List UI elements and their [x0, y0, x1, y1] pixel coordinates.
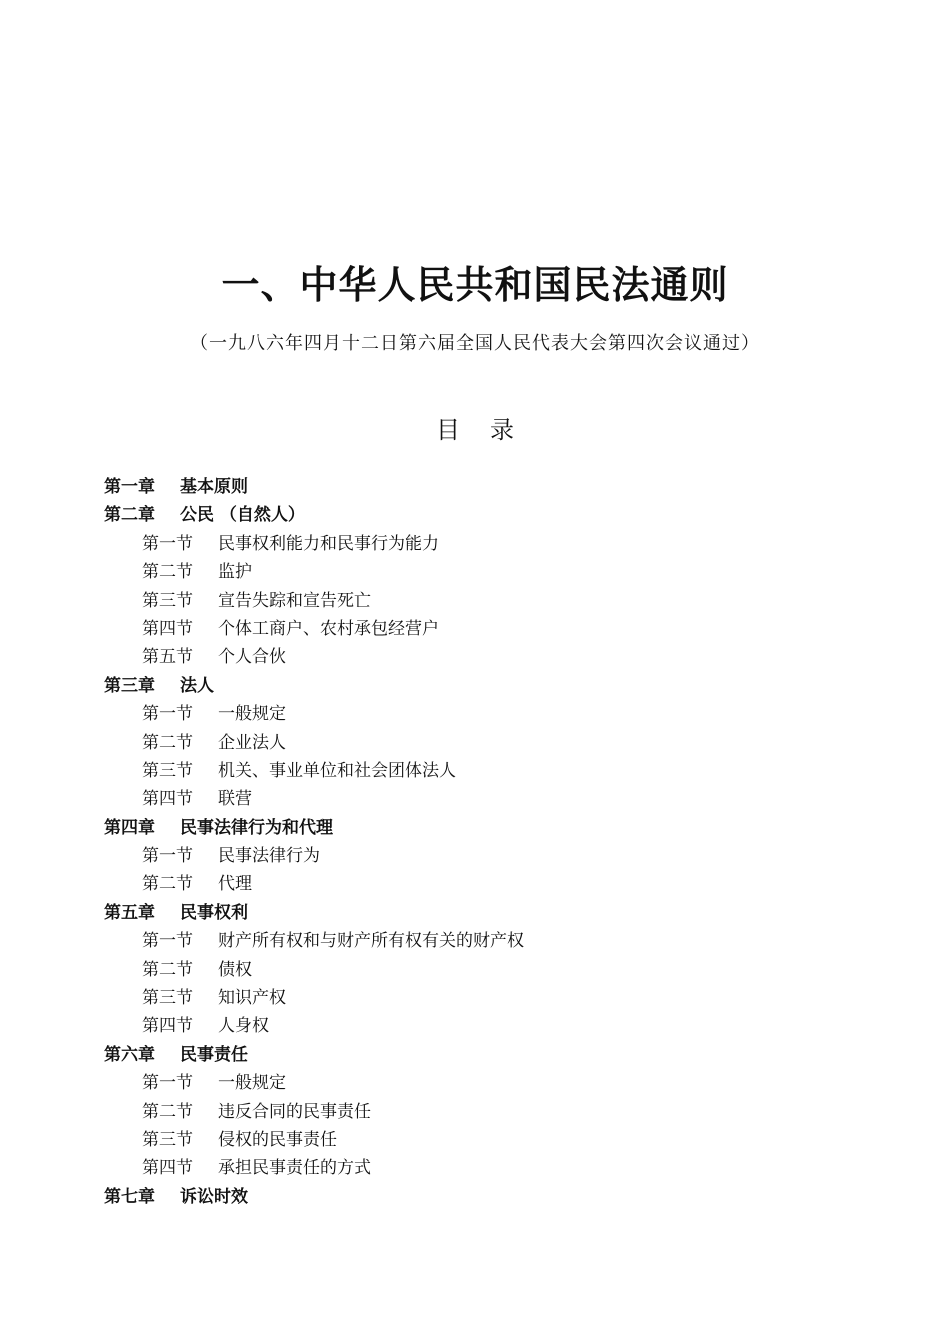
table-of-contents: [104, 473, 864, 1211]
toc-section[interactable]: [104, 870, 864, 898]
toc-chapter-5[interactable]: [104, 899, 864, 927]
toc-section[interactable]: [104, 615, 864, 643]
toc-title: 债权: [218, 959, 252, 980]
toc-number: 第三节: [142, 760, 193, 781]
toc-number: 第五节: [142, 647, 193, 668]
toc-heading-char-2: 录: [490, 416, 514, 444]
toc-heading-char-1: 目: [436, 416, 460, 444]
toc-title: 代理: [218, 874, 252, 895]
toc-chapter-4[interactable]: [104, 814, 864, 842]
toc-number: 第四节: [142, 618, 193, 639]
toc-section[interactable]: [104, 1069, 864, 1097]
toc-section[interactable]: [104, 558, 864, 586]
toc-title: 财产所有权和与财产所有权有关的财产权: [218, 931, 524, 952]
toc-title: 机关、事业单位和社会团体法人: [218, 760, 456, 781]
toc-section[interactable]: [104, 643, 864, 671]
adoption-note: （一九八六年四月十二日第六届全国人民代表大会第四次会议通过）: [190, 333, 760, 354]
toc-number: 第六章: [104, 1044, 155, 1065]
toc-title: 侵权的民事责任: [218, 1129, 337, 1150]
toc-number: 第一节: [142, 846, 193, 867]
toc-section[interactable]: [104, 587, 864, 615]
toc-title: 诉讼时效: [180, 1186, 248, 1207]
toc-number: 第四节: [142, 1016, 193, 1037]
toc-number: 第四章: [104, 817, 155, 838]
toc-number: 第二节: [142, 1101, 193, 1122]
toc-section[interactable]: [104, 757, 864, 785]
toc-section[interactable]: [104, 785, 864, 813]
toc-section[interactable]: [104, 700, 864, 728]
toc-number: 第一章: [104, 477, 155, 497]
toc-number: 第四节: [142, 1158, 193, 1179]
toc-number: 第一节: [142, 704, 193, 725]
toc-chapter-3[interactable]: [104, 672, 864, 700]
toc-title: 宣告失踪和宣告死亡: [218, 590, 371, 611]
toc-title: 民事法律行为和代理: [180, 817, 333, 838]
toc-number: 第二节: [142, 562, 193, 583]
toc-number: 第四节: [142, 789, 193, 810]
toc-title: 民事责任: [180, 1044, 248, 1065]
toc-section[interactable]: [104, 530, 864, 558]
toc-section[interactable]: [104, 1154, 864, 1182]
toc-section[interactable]: [104, 729, 864, 757]
toc-section[interactable]: [104, 1126, 864, 1154]
toc-title: 一般规定: [218, 1073, 286, 1094]
toc-number: 第二节: [142, 874, 193, 895]
toc-section[interactable]: [104, 842, 864, 870]
toc-section[interactable]: [104, 927, 864, 955]
toc-number: 第二节: [142, 959, 193, 980]
toc-title: 违反合同的民事责任: [218, 1101, 371, 1122]
toc-title: 一般规定: [218, 704, 286, 725]
toc-section[interactable]: [104, 956, 864, 984]
toc-title: 个体工商户、农村承包经营户: [218, 618, 439, 639]
toc-number: 第三节: [142, 590, 193, 611]
toc-number: 第三节: [142, 988, 193, 1009]
toc-number: 第一节: [142, 533, 193, 554]
toc-chapter-7[interactable]: [104, 1183, 864, 1211]
toc-number: 第三节: [142, 1129, 193, 1150]
toc-section[interactable]: [104, 1012, 864, 1040]
toc-chapter-1[interactable]: [104, 473, 864, 501]
toc-title: 法人: [180, 675, 214, 696]
toc-title: 民事权利能力和民事行为能力: [218, 533, 439, 554]
toc-number: 第一节: [142, 1073, 193, 1094]
toc-section[interactable]: [104, 1098, 864, 1126]
page-title: 一、中华人民共和国民法通则: [221, 263, 729, 308]
toc-title: 人身权: [218, 1016, 269, 1037]
toc-title: 监护: [218, 562, 252, 583]
toc-title: 个人合伙: [218, 647, 286, 668]
toc-title: 公民 （自然人）: [180, 505, 305, 526]
toc-section[interactable]: [104, 984, 864, 1012]
toc-number: 第七章: [104, 1186, 155, 1207]
toc-number: 第一节: [142, 931, 193, 952]
toc-title: 知识产权: [218, 988, 286, 1009]
toc-number: 第二节: [142, 732, 193, 753]
toc-title: 民事权利: [180, 902, 248, 923]
toc-number: 第五章: [104, 902, 155, 923]
toc-title: 承担民事责任的方式: [218, 1158, 371, 1179]
toc-chapter-2[interactable]: [104, 501, 864, 529]
toc-title: 民事法律行为: [218, 846, 320, 867]
toc-heading: [0, 414, 950, 446]
toc-number: 第三章: [104, 675, 155, 696]
toc-chapter-6[interactable]: [104, 1041, 864, 1069]
toc-title: 基本原则: [180, 477, 248, 497]
toc-title: 企业法人: [218, 732, 286, 753]
toc-number: 第二章: [104, 505, 155, 526]
toc-title: 联营: [218, 789, 252, 810]
